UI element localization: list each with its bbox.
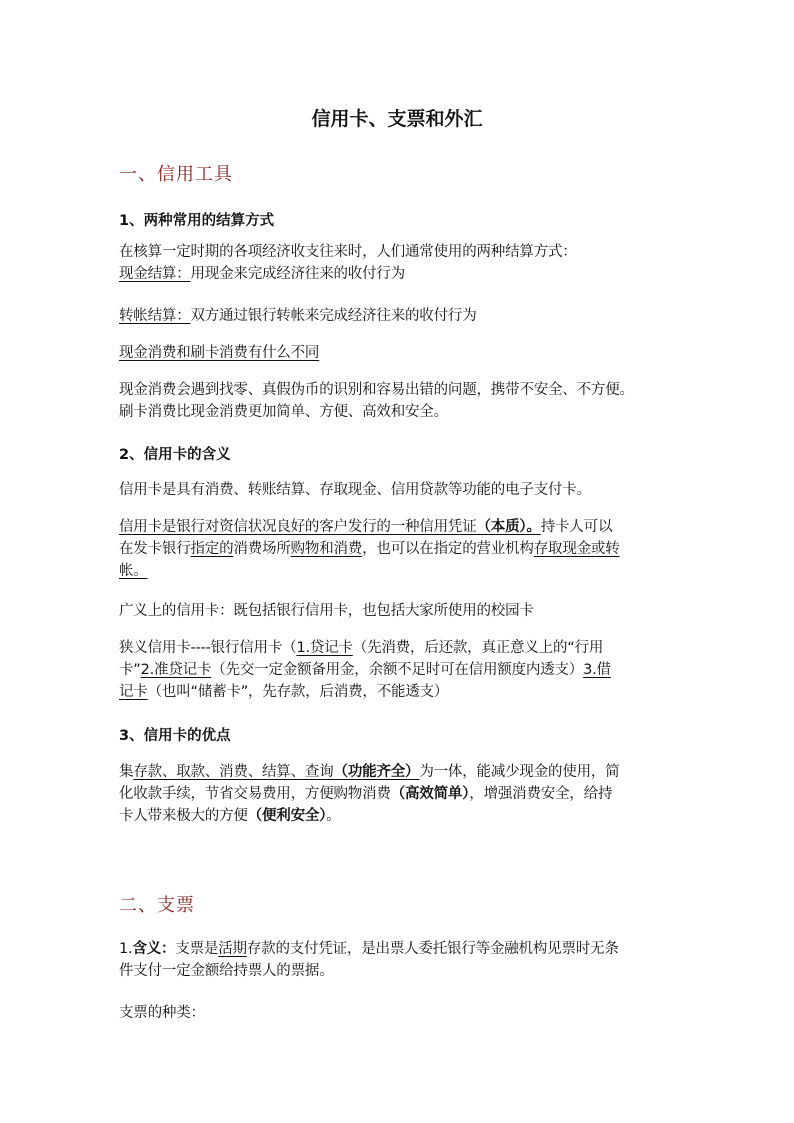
advantages-text-3: 化收款手续，节省交易费用，方便购物消费: [119, 786, 391, 802]
essence-line-1: [119, 516, 679, 538]
narrow-debit-credit-card: 1.贷记卡: [296, 640, 353, 656]
paragraph-difference-answer: [119, 379, 679, 423]
check-number: 1.: [119, 941, 133, 957]
paragraph-settlement-intro: [119, 241, 679, 285]
check-line-2: 件支付一定金额给持票人的票据。: [119, 963, 334, 979]
advantages-text-6: 。: [326, 808, 341, 824]
cash-settlement-line: [119, 263, 679, 285]
paragraph-credit-card-essence: [119, 516, 679, 582]
settlement-intro-text: 在核算一定时期的各项经济收支往来时，人们通常使用的两种结算方式：: [119, 244, 577, 260]
essence-underlined-1: 信用卡是银行对资信状况良好的客户发行的一种信用凭证: [119, 519, 477, 535]
document-title: 信用卡、支票和外汇: [311, 108, 483, 130]
subheading-credit-card-advantages: 3、信用卡的优点: [119, 728, 231, 744]
difference-question-text: 现金消费和刷卡消费有什么不同: [119, 345, 320, 361]
paragraph-difference-question: [119, 342, 679, 364]
advantages-efficient: （高效简单）: [390, 786, 470, 802]
paragraph-broad-credit-card: 广义上的信用卡：既包括银行信用卡，也包括大家所使用的校园卡: [119, 603, 534, 619]
narrow-line-3: [119, 681, 679, 703]
advantages-line-3: [119, 805, 679, 827]
narrow-text-2: （先消费，后还款，真正意义上的“行用: [352, 640, 604, 656]
essence-text-1: 持卡人可以: [540, 519, 613, 535]
subheading-settlement-methods: 1、两种常用的结算方式: [119, 213, 275, 229]
narrow-line-2: [119, 659, 679, 681]
advantages-text-5: 卡人带来极大的方便: [119, 808, 248, 824]
paragraph-check-types: 支票的种类：: [119, 1005, 205, 1021]
check-text-2: 存款的支付凭证，是出票人委托银行等金融机构见票时无条: [246, 941, 619, 957]
subheading-credit-card-meaning: 2、信用卡的含义: [119, 447, 231, 463]
essence-text-4: ，也可以在指定的营业机构: [362, 541, 534, 557]
section-heading-checks: 二、支票: [119, 895, 195, 916]
advantages-text-4: ，增强消费安全，给持: [469, 786, 613, 802]
essence-underlined-2: 指定的: [190, 541, 234, 557]
narrow-text-1: 狭义信用卡----银行信用卡（: [119, 640, 297, 656]
essence-text-3: 消费场所: [233, 541, 291, 557]
advantages-full-function: （功能齐全）: [333, 764, 420, 780]
section-heading-credit-tools: 一、信用工具: [119, 164, 233, 185]
paragraph-advantages: [119, 761, 679, 827]
narrow-quasi-credit-card: 2.准贷记卡: [140, 662, 212, 678]
advantages-convenient: （便利安全）: [247, 808, 327, 824]
transfer-settlement-text: 双方通过银行转帐来完成经济往来的收付行为: [190, 308, 477, 324]
narrow-text-5: （也叫“储蓄卡”，先存款，后消费，不能透支）: [147, 684, 449, 700]
essence-underlined-4: 存取现金或转: [533, 541, 620, 557]
check-line-1: [119, 938, 679, 960]
narrow-debit-card-part2: 记卡: [119, 684, 148, 700]
difference-line-2: 刷卡消费比现金消费更加简单、方便、高效和安全。: [119, 404, 448, 420]
narrow-line-1: [119, 637, 679, 659]
transfer-settlement-label: 转帐结算：: [119, 308, 191, 324]
advantages-line-2: [119, 783, 679, 805]
difference-line-1: 现金消费会遇到找零、真假伪币的识别和容易出错的问题，携带不安全、不方便。: [119, 382, 634, 398]
narrow-text-4: （先交一定金额备用金，余额不足时可在信用额度内透支）: [211, 662, 584, 678]
narrow-debit-card-part1: 3.借: [583, 662, 611, 678]
essence-line-2: [119, 538, 679, 560]
paragraph-check-definition: [119, 938, 679, 982]
advantages-functions: 存款、取款、消费、结算、查询: [133, 764, 334, 780]
essence-text-2: 在发卡银行: [119, 541, 191, 557]
essence-underlined-3: 购物和消费: [290, 541, 363, 557]
narrow-text-3: 卡”: [119, 662, 141, 678]
check-demand-deposit: 活期: [218, 941, 247, 957]
advantages-text-2: 为一体，能减少现金的使用，简: [419, 764, 620, 780]
advantages-line-1: [119, 761, 679, 783]
essence-line-3: [119, 560, 679, 582]
cash-settlement-label: 现金结算：: [119, 266, 191, 282]
essence-bold-essence: （本质）。: [476, 519, 541, 535]
essence-underlined-5: 帐。: [119, 563, 148, 579]
check-text-1: 支票是: [175, 941, 219, 957]
paragraph-credit-card-definition: 信用卡是具有消费、转账结算、存取现金、信用贷款等功能的电子支付卡。: [119, 482, 591, 498]
check-label: 含义：: [132, 941, 176, 957]
transfer-settlement-line: [119, 305, 679, 327]
advantages-text-1: 集: [119, 764, 134, 780]
cash-settlement-text: 用现金来完成经济往来的收付行为: [190, 266, 405, 282]
paragraph-narrow-credit-card: [119, 637, 679, 703]
